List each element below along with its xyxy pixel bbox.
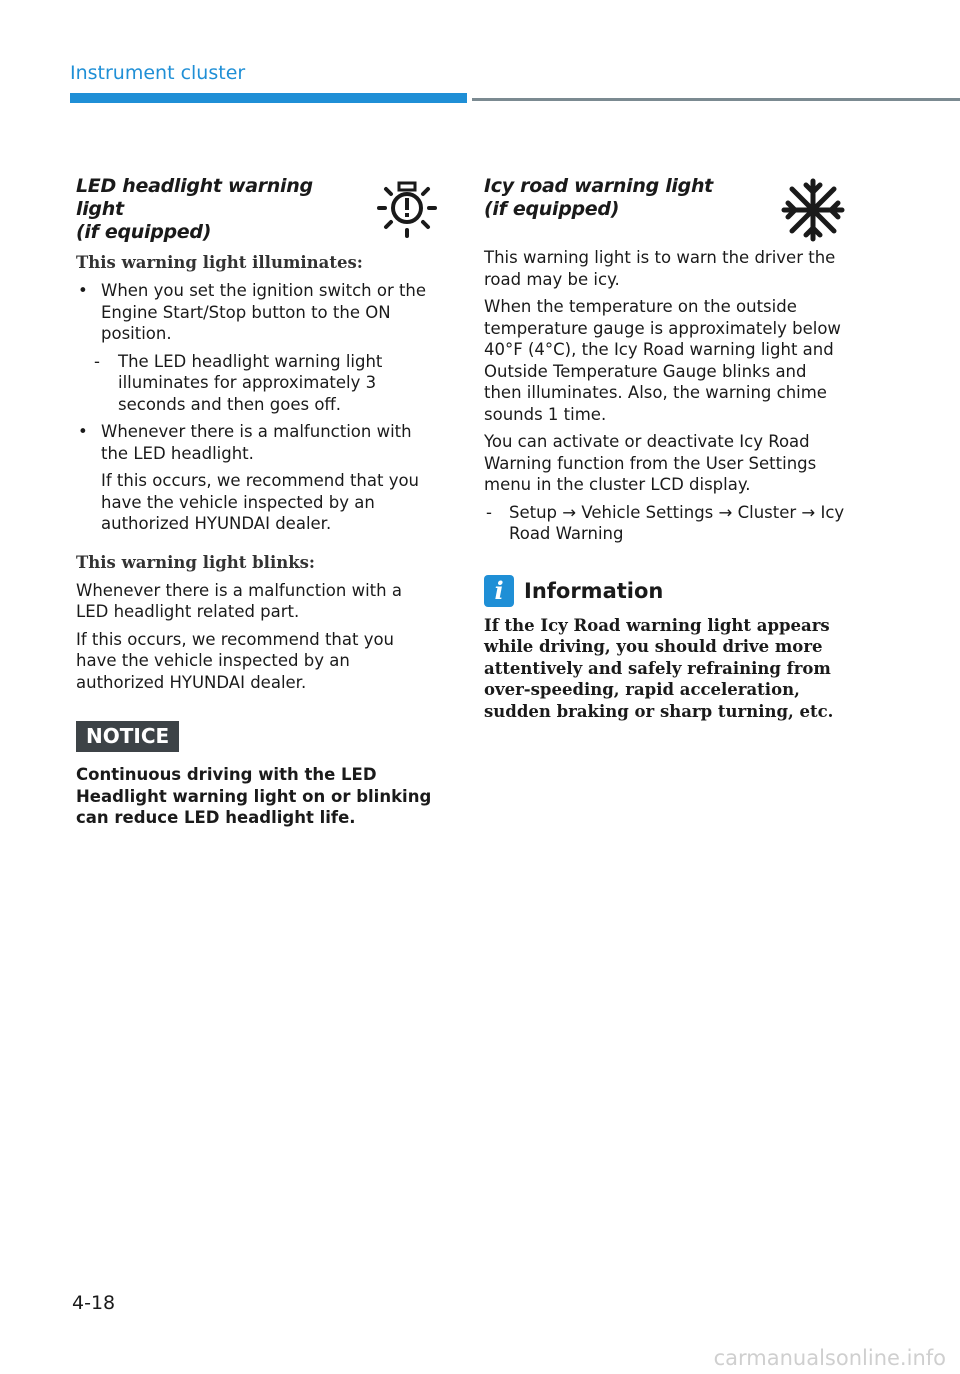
section-header [484, 175, 846, 247]
header-rule-accent [70, 93, 467, 103]
watermark: carmanualsonline.info [713, 1346, 946, 1370]
section-header [76, 175, 438, 247]
list-item [76, 280, 438, 345]
blinks-heading: This warning light blinks: [76, 552, 316, 572]
info-icon: i [484, 575, 514, 607]
dash-icon: - [486, 502, 492, 522]
section-heading [76, 175, 366, 244]
information-title: Information [524, 578, 664, 603]
body-paragraph: When the temperature on the outside temperature gauge is approximately below 40°F (4°C), the Icy Road warning light and Outside Temperature Gauge blinks and then illuminates. Also, the warning chime sounds 1 time. [484, 297, 841, 424]
header-rule [472, 98, 960, 101]
body-paragraph: This warning light is to warn the driver the road may be icy. [484, 248, 836, 289]
body-paragraph: If this occurs, we recommend that you have the vehicle inspected by an authorized HYUNDAI dealer. [76, 629, 395, 692]
page-number: 4-18 [72, 1292, 116, 1314]
heading-line-2: (if equipped) [76, 221, 212, 243]
information-header [484, 575, 846, 607]
heading-line-1: Icy road warning light [484, 175, 713, 197]
notice-text: Continuous driving with the LED Headlight warning light on or blinking can reduce LED headlight life. [76, 765, 432, 827]
illuminates-heading: This warning light illuminates: [76, 253, 363, 272]
information-text: If the Icy Road warning light appears while driving, you should drive more attentively and safely refraining from over-speeding, rapid acceleration, sudden braking or sharp turning, etc. [484, 615, 834, 721]
body-paragraph: You can activate or deactivate Icy Road Warning function from the User Settings menu in the cluster LCD display. [484, 432, 817, 494]
snowflake-icon [780, 177, 846, 247]
list-item-text: When you set the ignition switch or the Engine Start/Stop button to the ON position. [101, 281, 427, 343]
icy-road-section [484, 175, 846, 722]
led-headlight-section [76, 175, 438, 829]
dash-icon: - [94, 351, 100, 371]
sub-list-item [76, 351, 438, 416]
list-item-text: Whenever there is a malfunction with the LED headlight. [101, 422, 412, 463]
notice-badge: NOTICE [76, 721, 179, 752]
body-paragraph: If this occurs, we recommend that you have the vehicle inspected by an authorized HYUNDAI dealer. [101, 471, 420, 533]
sub-item-text: The LED headlight warning light illuminates for approximately 3 seconds and then goes off. [118, 351, 383, 414]
list-item [76, 421, 438, 464]
bullet-icon: • [78, 281, 88, 300]
section-heading [484, 175, 774, 221]
section-title: Instrument cluster [70, 62, 246, 84]
heading-line-1: LED headlight warning light [76, 175, 313, 220]
heading-line-2: (if equipped) [484, 198, 620, 220]
led-headlight-warning-icon [376, 177, 438, 243]
body-paragraph: Whenever there is a malfunction with a LED headlight related part. [76, 580, 402, 621]
bullet-icon: • [78, 422, 88, 441]
menu-path-item [484, 502, 846, 545]
menu-path-text: Setup → Vehicle Settings → Cluster → Icy Road Warning [509, 502, 845, 543]
